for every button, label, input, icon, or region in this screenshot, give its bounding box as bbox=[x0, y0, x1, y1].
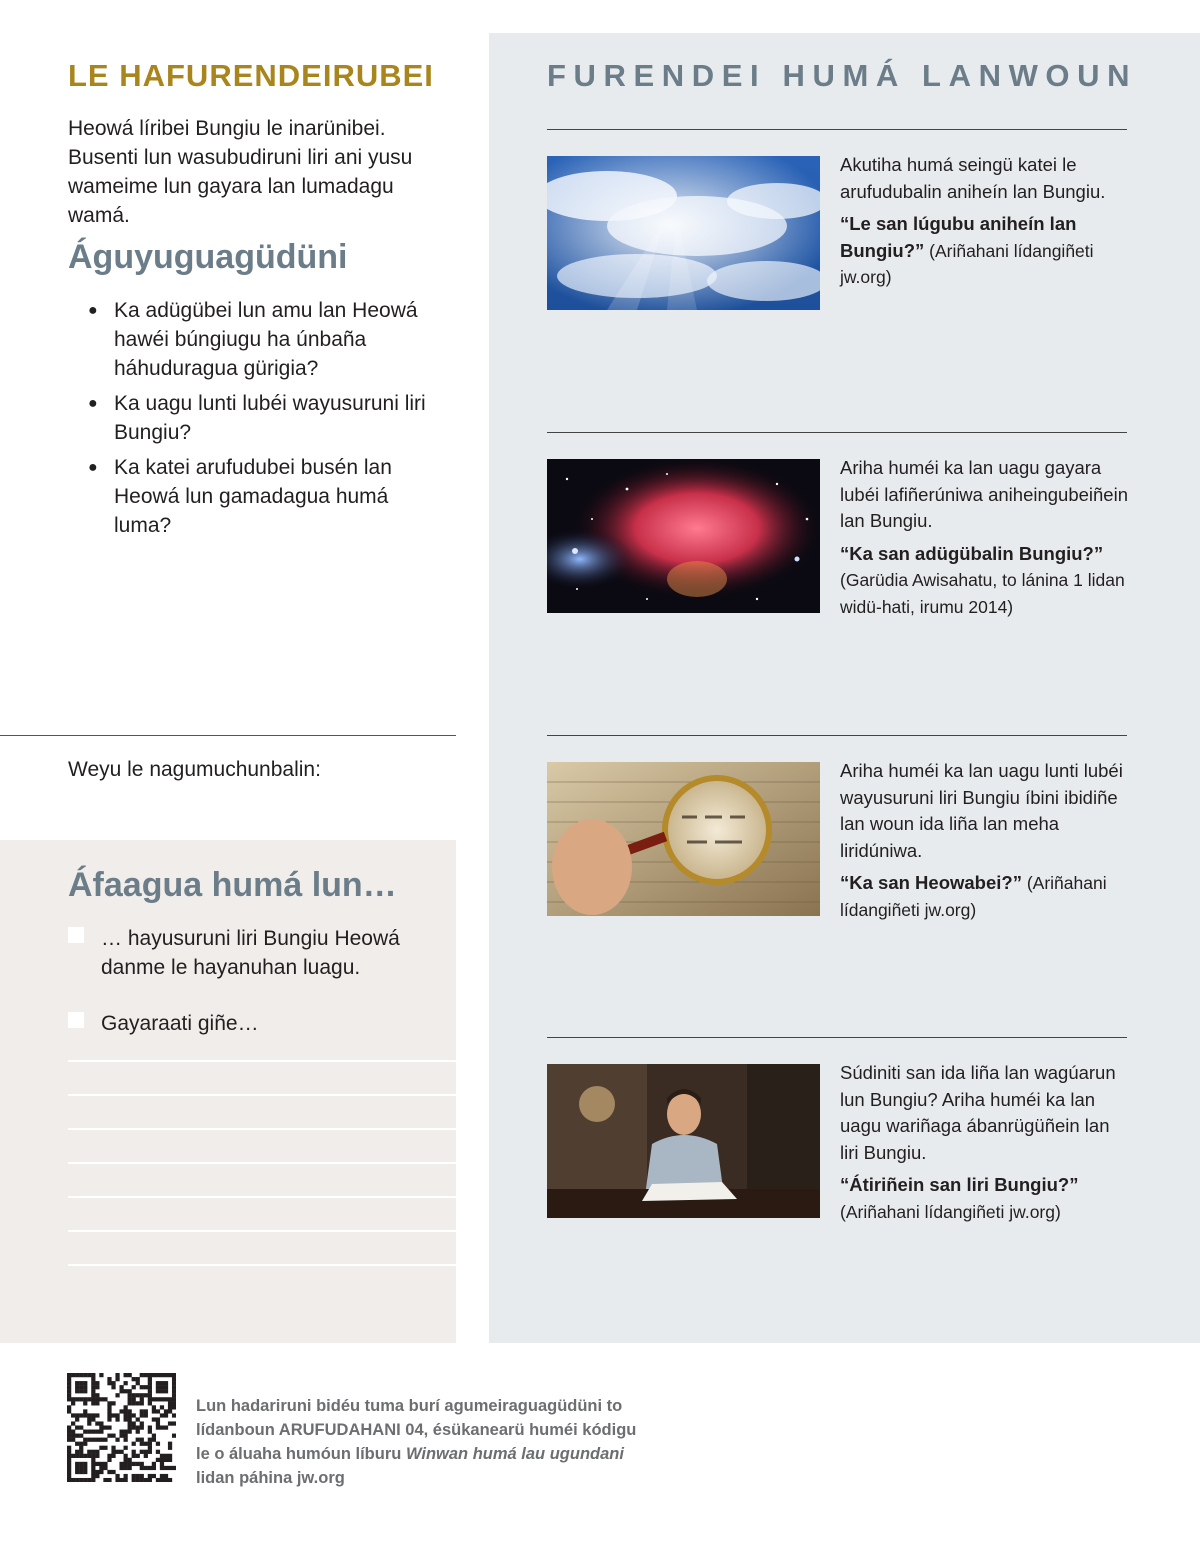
checkbox[interactable] bbox=[68, 1012, 84, 1028]
questions-heading: Águyuguagüdüni bbox=[68, 238, 348, 276]
notes-box bbox=[0, 840, 456, 1343]
notes-heading: Áfaagua humá lun… bbox=[68, 866, 397, 904]
divider bbox=[547, 735, 1127, 736]
question-list bbox=[88, 296, 448, 546]
question-text: Ka adügübei lun amu lan Heowá hawéi búngiugu ha únbaña háhuduragua gürigia? bbox=[114, 299, 418, 380]
resource-item bbox=[840, 758, 1130, 923]
resource-reference[interactable] bbox=[840, 541, 1130, 621]
footer-line: lídanboun ARUFUDAHANI 04, ésükanearü huméi kódigu bbox=[196, 1421, 637, 1439]
book-title: Winwan humá lau ugundani bbox=[405, 1445, 624, 1463]
divider bbox=[0, 735, 456, 736]
question-item bbox=[88, 296, 448, 383]
resource-description: Akutiha humá seingü katei le arufudubalin aniheín lan Bungiu. bbox=[840, 154, 1106, 202]
divider bbox=[547, 129, 1127, 130]
page-title: LE HAFURENDEIRUBEI bbox=[68, 58, 434, 93]
resource-title[interactable]: “Ka san Heowabei?” bbox=[840, 872, 1022, 893]
resource-item bbox=[840, 1060, 1130, 1225]
panel-title: FURENDEI HUMÁ LANWOUN bbox=[547, 58, 1138, 93]
resource-source: (Garüdia Awisahatu, to lánina 1 lidan widü-hati, irumu 2014) bbox=[840, 570, 1125, 617]
writing-line[interactable] bbox=[68, 1060, 456, 1062]
checkbox-row[interactable] bbox=[68, 924, 438, 982]
writing-line[interactable] bbox=[68, 1264, 456, 1266]
bullet-icon: ● bbox=[88, 459, 98, 476]
writing-line[interactable] bbox=[68, 1162, 456, 1164]
divider bbox=[547, 432, 1127, 433]
writing-line[interactable] bbox=[68, 1128, 456, 1130]
resource-reference[interactable] bbox=[840, 870, 1130, 923]
next-visit-label: Weyu le nagumuchunbalin: bbox=[68, 758, 321, 781]
resource-reference[interactable] bbox=[840, 1172, 1130, 1225]
intro-paragraph: Heowá líribei Bungiu le inarünibei. Busenti lun wasubudiruni liri ani yusu wameime lun gayara lan lumadagu wamá. bbox=[68, 117, 413, 227]
bullet-icon: ● bbox=[88, 395, 98, 412]
divider bbox=[547, 1037, 1127, 1038]
resource-source: (Ariñahani lídangiñeti jw.org) bbox=[840, 240, 1094, 287]
question-item bbox=[88, 389, 448, 447]
footer-line: lidan páhina jw.org bbox=[196, 1469, 345, 1487]
bullet-icon: ● bbox=[88, 302, 98, 319]
resource-description: Súdiniti san ida liña lan wagúarun lun Bungiu? Ariha huméi ka lan uagu wariñaga ábanrügüñein lan liri Bungiu. bbox=[840, 1062, 1116, 1163]
sky-clouds-image[interactable] bbox=[547, 156, 820, 310]
resource-title[interactable]: “Ka san adügübalin Bungiu?” bbox=[840, 542, 1104, 564]
resource-description: Ariha huméi ka lan uagu gayara lubéi lafiñerúniwa aniheingubeiñein lan Bungiu. bbox=[840, 457, 1128, 531]
checkbox-label: Gayaraati giñe… bbox=[101, 1012, 259, 1035]
resource-item bbox=[840, 455, 1130, 620]
footer-note bbox=[196, 1394, 676, 1490]
footer-line bbox=[196, 1442, 676, 1466]
footer-line: Lun hadariruni bidéu tuma burí agumeiraguagüdüni to bbox=[196, 1397, 623, 1415]
checkbox-label: … hayusuruni liri Bungiu Heowá danme le hayanuhan luagu. bbox=[101, 927, 400, 979]
question-item bbox=[88, 453, 448, 540]
nebula-image[interactable] bbox=[547, 459, 820, 613]
qr-code-graphic bbox=[67, 1373, 176, 1482]
resource-source: (Ariñahani lídangiñeti jw.org) bbox=[840, 873, 1107, 920]
resource-reference[interactable] bbox=[840, 211, 1130, 291]
left-column bbox=[0, 0, 456, 1343]
checkbox[interactable] bbox=[68, 927, 84, 943]
question-text: Ka uagu lunti lubéi wayusuruni liri Bungiu? bbox=[114, 392, 426, 444]
magnifying-glass-hebrew-image[interactable] bbox=[547, 762, 820, 916]
writing-line[interactable] bbox=[68, 1230, 456, 1232]
resource-title[interactable]: “Le san lúgubu aniheín lan Bungiu?” bbox=[840, 213, 1077, 261]
resource-source: (Ariñahani lídangiñeti jw.org) bbox=[840, 1201, 1061, 1222]
man-reading-image[interactable] bbox=[547, 1064, 820, 1218]
question-text: Ka katei arufudubei busén lan Heowá lun gamadagua humá luma? bbox=[114, 456, 392, 537]
writing-line[interactable] bbox=[68, 1196, 456, 1198]
qr-code-icon[interactable] bbox=[67, 1373, 176, 1482]
resource-item bbox=[840, 152, 1130, 291]
footer-text: le o áluaha humóun líburu bbox=[196, 1445, 406, 1463]
resource-title[interactable]: “Átiriñein san liri Bungiu?” bbox=[840, 1174, 1079, 1195]
writing-line[interactable] bbox=[68, 1094, 456, 1096]
checkbox-row[interactable] bbox=[68, 1009, 259, 1038]
resource-description: Ariha huméi ka lan uagu lunti lubéi wayusuruni liri Bungiu íbini ibidiñe lan woun ida liña lan meha liridúniwa. bbox=[840, 760, 1123, 861]
